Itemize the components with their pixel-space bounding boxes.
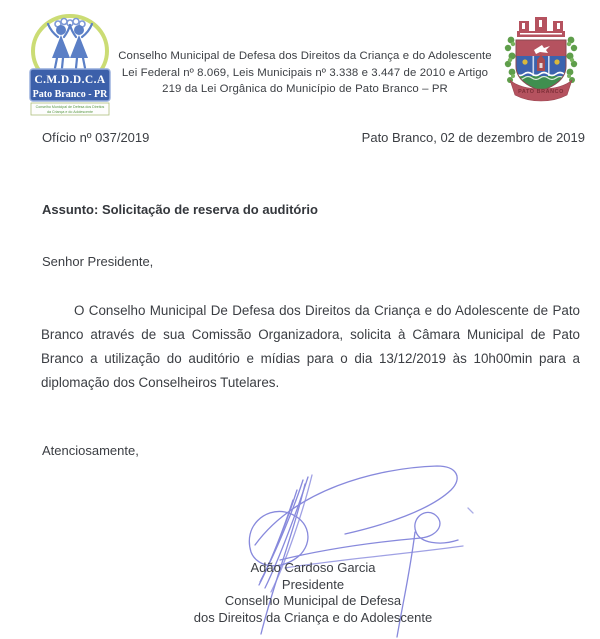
reference-row xyxy=(42,130,585,145)
signer-org-line1: Conselho Municipal de Defesa xyxy=(224,593,402,609)
body-line-2: Branco através de sua Comissão Organizadora, solicita à Câmara Municipal de Pato xyxy=(41,327,580,342)
subject-line: Assunto: Solicitação de reserva do auditório xyxy=(42,202,318,217)
body-line-1: O Conselho Municipal De Defesa dos Direitos da Criança e do Adolescente de Pato xyxy=(74,303,580,318)
logo-caption-line2: da Criança e do Adolescente xyxy=(47,110,93,114)
place-and-date: Pato Branco, 02 de dezembro de 2019 xyxy=(361,130,585,145)
signer-name: Adão Cardoso Garcia xyxy=(250,560,376,575)
org-line-2: Lei Federal nº 8.069, Leis Municipais nº 3.338 e 3.447 de 2010 e Artigo xyxy=(121,66,489,79)
cmddca-logo-graphic xyxy=(28,12,112,116)
mural-crown xyxy=(517,17,565,37)
cmddca-logo xyxy=(28,12,112,116)
signer-org-line2: dos Direitos da Criança e do Adolescente xyxy=(193,609,433,625)
shield xyxy=(516,40,566,92)
oficio-number: Ofício nº 037/2019 xyxy=(42,130,150,145)
pato-branco-coat-of-arms xyxy=(504,12,578,102)
salutation: Senhor Presidente, xyxy=(42,254,154,269)
body-paragraph xyxy=(41,299,580,395)
org-line-3: 219 da Lei Orgânica do Município de Pato Branco – PR xyxy=(162,83,448,95)
org-line-1: Conselho Municipal de Defesa dos Direitos da Criança e do Adolescente xyxy=(118,50,492,62)
logo-acronym: C.M.D.D.C.A xyxy=(34,74,106,86)
letterhead-org-text xyxy=(110,48,500,98)
coat-of-arms-graphic xyxy=(504,12,578,102)
crest-ribbon-text: PATO BRANCO xyxy=(518,89,564,95)
logo-city: Pato Branco - PR xyxy=(32,89,108,100)
signer-role: Presidente xyxy=(281,576,345,592)
signature-block xyxy=(113,560,513,626)
logo-caption-line1: Conselho Municipal de Defesa dos Direitos xyxy=(35,105,105,109)
body-line-4: diplomação dos Conselheiros Tutelares. xyxy=(41,375,280,390)
closing-line: Atenciosamente, xyxy=(42,443,139,458)
body-line-3: Branco a utilização do auditório e mídias para o dia 13/12/2019 às 10h00min para a xyxy=(41,351,580,366)
